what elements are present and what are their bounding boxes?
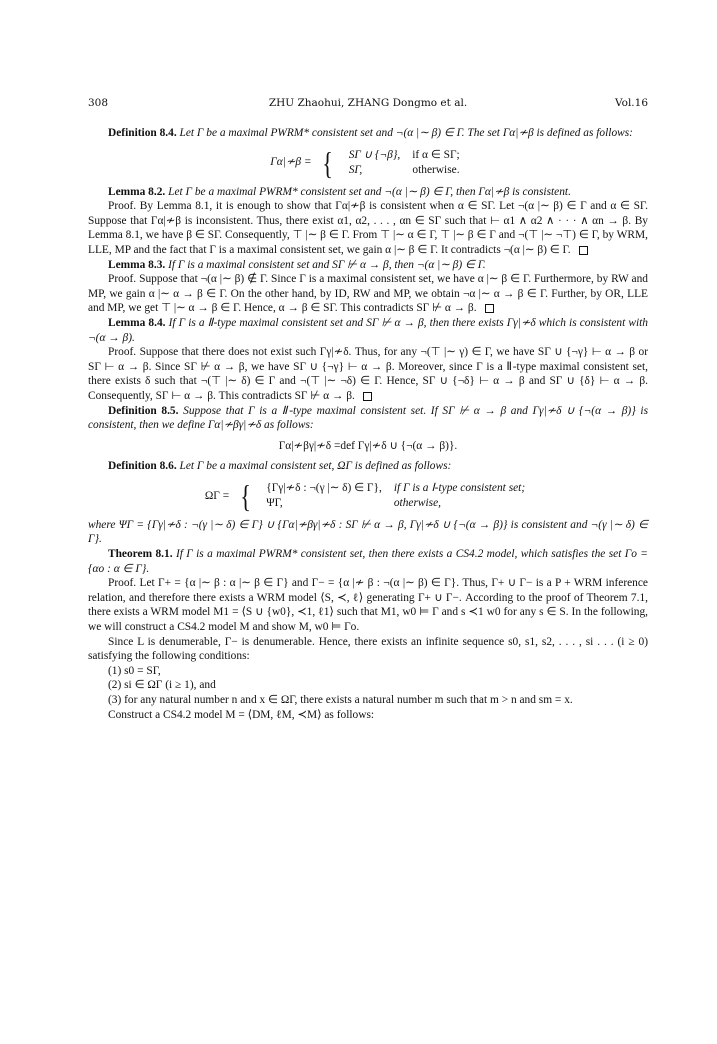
condition-1: (1) s0 = SΓ,: [108, 664, 161, 677]
theorem-8-1-label: Theorem 8.1.: [108, 548, 173, 561]
qed-icon: [363, 392, 372, 401]
lemma-8-4-proof-text: Proof. Suppose that there does not exist such Γγ|≁δ. Thus, for any ¬(⊤ |∼ γ) ∈ Γ, we have SΓ ∪ {¬γ} ⊢ α → β or SΓ ⊢ α → β. Since SΓ ⊬ α → β, we have SΓ ∪ {¬γ} ⊢ α → β. Moreover, since Γ is a Ⅱ-type maximal consistent set, there exists δ such that ¬(⊤ |∼ δ) ∈ Γ and ¬(⊤ |∼ ¬δ) ∈ Γ. Hence, SΓ ∪ {¬δ} ⊢ α → β and SΓ ∪ {δ} ⊢ α → β. Consequently, SΓ ⊢ α → β. This contradicts SΓ ⊬ α → β.: [88, 346, 648, 402]
lemma-8-2-label: Lemma 8.2.: [108, 185, 166, 198]
lemma-8-3: [88, 258, 648, 273]
qed-icon: [579, 246, 588, 255]
case-1-expr: SΓ ∪ {¬β},: [348, 149, 401, 162]
case-2-cond: otherwise,: [393, 496, 441, 509]
case-2-cond: otherwise.: [412, 163, 460, 176]
qed-icon: [485, 304, 494, 313]
lemma-8-3-statement: If Γ is a maximal consistent set and SΓ ⊬ α → β, then ¬(α |∼ β) ∈ Γ.: [168, 258, 486, 271]
left-brace-icon: {: [240, 477, 252, 514]
definition-8-6-display: [88, 477, 648, 514]
lemma-8-4-statement: If Γ is a Ⅱ-type maximal consistent set and SΓ ⊬ α → β, then there exists Γγ|≁δ which is consistent with ¬(α → β).: [88, 316, 648, 344]
construct-model: Construct a CS4.2 model M = ⟨DM, ℓM, ≺M⟩ as follows:: [108, 708, 375, 721]
theorem-8-1-proof-2: Since L is denumerable, Γ− is denumerable. Hence, there exists an infinite sequence s0, s1, s2, . . . , si . . . (i ≥ 0) satisfying the following conditions:: [88, 635, 648, 663]
volume-label: Vol.16: [615, 97, 648, 109]
definition-8-6-lhs: ΩΓ =: [204, 489, 230, 502]
definition-8-4-label: Definition 8.4.: [108, 127, 177, 139]
case-1-cond: if α ∈ SΓ;: [412, 149, 460, 162]
lemma-8-2-proof: [88, 199, 648, 257]
definition-8-5: [88, 404, 648, 433]
lemma-8-3-proof-text: Proof. Suppose that ¬(α |∼ β) ∉ Γ. Since Γ is a maximal consistent set, we have α |∼ β ∈ Γ. Furthermore, by RW and MP, we gain α |∼ α → β ∈ Γ. On the other hand, by ID, RW and MP, we obtain ¬α |∼ α → β ∈ Γ. Further, by OR, LLE and MP, we get ⊤ |∼ α → β ∈ Γ. Hence, α → β ∈ SΓ. This contradicts SΓ ⊬ α → β.: [88, 273, 648, 315]
definition-8-4-text: Let Γ be a maximal PWRM* consistent set and ¬(α |∼ β) ∈ Γ. The set Γα|≁β is defined as follows:: [179, 127, 633, 139]
case-1-cond: if Γ is a Ⅰ-type consistent set;: [393, 482, 526, 495]
definition-8-4-display: [88, 144, 648, 181]
definition-8-5-label: Definition 8.5.: [108, 404, 179, 417]
definition-8-6-label: Definition 8.6.: [108, 460, 177, 473]
lemma-8-3-label: Lemma 8.3.: [108, 258, 166, 271]
left-brace-icon: {: [322, 144, 334, 181]
lemma-8-4: [88, 316, 648, 345]
theorem-8-1-proof-1: Proof. Let Γ+ = {α |∼ β : α |∼ β ∈ Γ} and Γ− = {α |≁ β : ¬(α |∼ β) ∈ Γ}. Thus, Γ+ ∪ Γ− is a P + WRM inference relation, and therefore there exists a WRM model ⟨S, ≺, ℓ⟩ generating Γ+ ∪ Γ−. According to the proof of Theorem 7.1, there exists a WRM model M1 = ⟨S ∪ {w0}, ≺1, ℓ1⟩ such that M1, w0 ⊨ Γ and s ≺1 w0 for any s ∈ S. In the following, we will construct a CS4.2 model M and show M, w0 ⊨ Γo.: [88, 577, 648, 634]
condition-3: (3) for any natural number n and x ∈ ΩΓ, there exists a natural number m such that m > n and sm = x.: [108, 694, 573, 706]
condition-2: (2) si ∈ ΩΓ (i ≥ 1), and: [108, 679, 216, 692]
definition-8-6-text: Let Γ be a maximal consistent set, ΩΓ is defined as follows:: [179, 460, 452, 473]
lemma-8-2-proof-text: Proof. By Lemma 8.1, it is enough to show that Γα|≁β is consistent when α ∈ SΓ. Let ¬(α |∼ β) ∈ Γ and α ∈ SΓ. Suppose that Γα|≁β is inconsistent. Thus, there exist α1, α2, . . . , αn ∈ SΓ such that ⊢ α1 ∧ α2 ∧ · · · ∧ αn → β. By Lemma 8.1, we have β ∈ SΓ. Consequently, ⊤ |∼ β ∈ Γ. From ⊤ |∼ α ∈ Γ, ⊤ |∼ β ∈ Γ and ¬(⊤ |∼ ¬⊤) ∈ Γ, by WRM, LLE, MP and the fact that Γ is a maximal consistent set, we gain α |∼ β ∈ Γ. It contradicts ¬(α |∼ β) ∈ Γ.: [88, 200, 648, 256]
running-header: [88, 97, 648, 113]
running-authors: ZHU Zhaohui, ZHANG Dongmo et al.: [268, 97, 468, 109]
definition-8-4-lhs: Γα|≁β =: [270, 156, 312, 169]
lemma-8-4-proof: [88, 345, 648, 403]
lemma-8-2-statement: Let Γ be a maximal PWRM* consistent set and ¬(α |∼ β) ∈ Γ, then Γα|≁β is consistent.: [168, 185, 571, 198]
definition-8-6-where: where ΨΓ = {Γγ|≁δ : ¬(γ |∼ δ) ∈ Γ} ∪ {Γα|≁βγ|≁δ : SΓ ⊬ α → β, Γγ|≁δ ∪ {¬(α → β)} is consistent and ¬(γ |∼ δ) ∈ Γ}.: [88, 518, 648, 546]
definition-8-6-cases: [260, 481, 531, 510]
case-2-expr: SΓ,: [348, 163, 363, 176]
page-body: [88, 126, 648, 722]
case-1-expr: {Γγ|≁δ : ¬(γ |∼ δ) ∈ Γ},: [266, 482, 382, 495]
lemma-8-3-proof: [88, 272, 648, 316]
definition-8-4: [88, 126, 648, 141]
definition-8-5-display: Γα|≁βγ|≁δ =def Γγ|≁δ ∪ {¬(α → β)}.: [278, 439, 458, 452]
lemma-8-2: [88, 185, 648, 200]
definition-8-5-text: Suppose that Γ is a Ⅱ-type maximal consistent set. If SΓ ⊬ α → β and Γγ|≁δ ∪ {¬(α → β)} is consistent, then we define Γα|≁βγ|≁δ as follows:: [88, 404, 648, 432]
case-2-expr: ΨΓ,: [266, 496, 283, 509]
theorem-8-1-statement: If Γ is a maximal PWRM* consistent set, then there exists a CS4.2 model, which satisfies the set Γo = {αo : α ∈ Γ}.: [88, 548, 648, 575]
page-number: 308: [88, 97, 109, 109]
theorem-8-1: [88, 547, 648, 576]
lemma-8-4-label: Lemma 8.4.: [108, 316, 166, 329]
definition-8-4-cases: [343, 148, 466, 177]
definition-8-6: [88, 459, 648, 474]
